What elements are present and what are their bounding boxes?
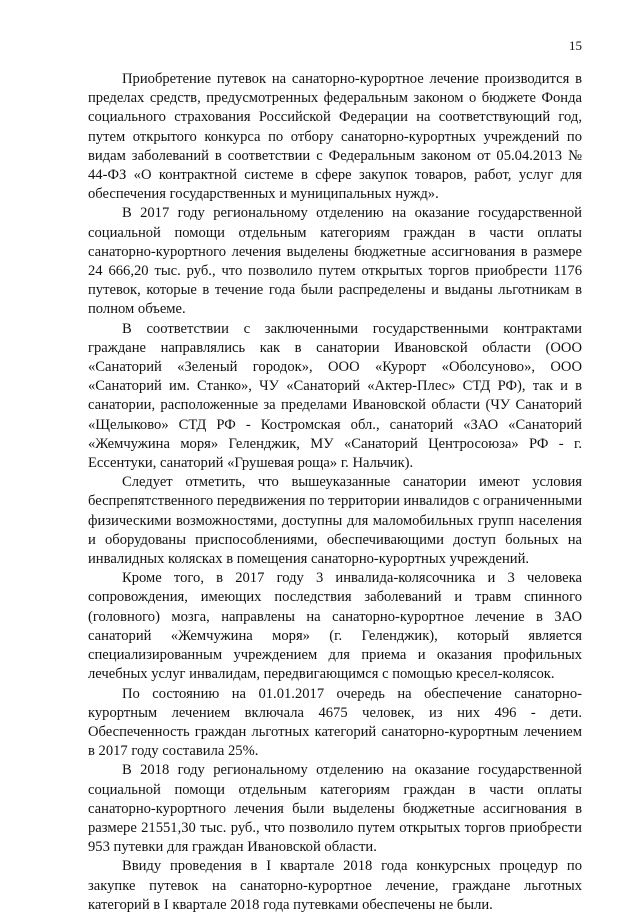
paragraph-2018-budget: В 2018 году региональному отделению на оказание государственной социальной помощи отдельным категориям граждан в части оплаты санаторно-курортного лечения были выделены бюджетные ассигнования в размере 21551,30 тыс. руб., что позволило путем открытых торгов приобрести 953 путевки для граждан Ивановской области.	[88, 762, 582, 856]
paragraph-accessibility: Следует отметить, что вышеуказанные санатории имеют условия беспрепятственного передвижения по территории инвалидов с ограниченными физическими возможностями, доступны для маломобильных групп населения и оборудованы приспособлениями, обеспечивающими доступ больных на инвалидных колясках в помещения санаторно-курортных учреждений.	[88, 474, 582, 568]
page-number: 15	[569, 38, 582, 53]
paragraph-vouchers-procurement: Приобретение путевок на санаторно-курортное лечение производится в пределах средств, предусмотренных федеральным законом о бюджете Фонда социального страхования Российской Федерации на соответствующий год, путем открытого конкурса по отбору санаторно-курортных учреждений по видам заболеваний в соответствии с Федеральным законом от 05.04.2013 № 44-ФЗ «О контрактной системе в сфере закупок товаров, работ, услуг для обеспечения государственных и муниципальных нужд».	[88, 71, 582, 203]
paragraph-queue-status: По состоянию на 01.01.2017 очередь на обеспечение санаторно-курортным лечением включала 4675 человек, из них 496 - дети. Обеспеченность граждан льготных категорий санаторно-курортным лечением в 2017 году составила 25%.	[88, 685, 582, 760]
page-body	[88, 70, 582, 915]
paragraph-2017-budget: В 2017 году региональному отделению на оказание государственной социальной помощи отдельным категориям граждан в части оплаты санаторно-курортного лечения выделены бюджетные ассигнования в размере 24 666,20 тыс. руб., что позволило путем открытых торгов приобрести 1176 путевок, которые в течение года были распределены и выданы льготникам в полном объеме.	[88, 205, 582, 318]
paragraph-sanatoriums-list: В соответствии с заключенными государственными контрактами граждане направлялись как в санатории Ивановской области (ООО «Санаторий «Зеленый городок», ООО «Курорт «Оболсуново», ООО «Санаторий им. Станко», ЧУ «Санаторий «Актер-Плес» СТД РФ), так и в санатории, расположенные за пределами Ивановской области (ЧУ Санаторий «Щелыково» СТД РФ - Костромская обл., санаторий «ЗАО «Санаторий «Жемчужина моря» Геленджик, МУ «Санаторий Центросоюза» РФ - г. Ессентуки, санаторий «Грушевая роща» г. Нальчик).	[88, 320, 582, 472]
paragraph-q1-2018: Ввиду проведения в I квартале 2018 года конкурсных процедур по закупке путевок на санаторно-курортное лечение, граждане льготных категорий в I квартале 2018 года путевками обеспечены не были.	[88, 858, 582, 913]
paragraph-wheelchair-users: Кроме того, в 2017 году 3 инвалида-колясочника и 3 человека сопровождения, имеющих последствия заболеваний и травм спинного (головного) мозга, направлены на санаторно-курортное лечение в ЗАО санаторий «Жемчужина моря» (г. Геленджик), который является специализированным учреждением для приема и оказания профильных лечебных услуг инвалидам, передвигающимся с помощью кресел-колясок.	[88, 570, 582, 683]
